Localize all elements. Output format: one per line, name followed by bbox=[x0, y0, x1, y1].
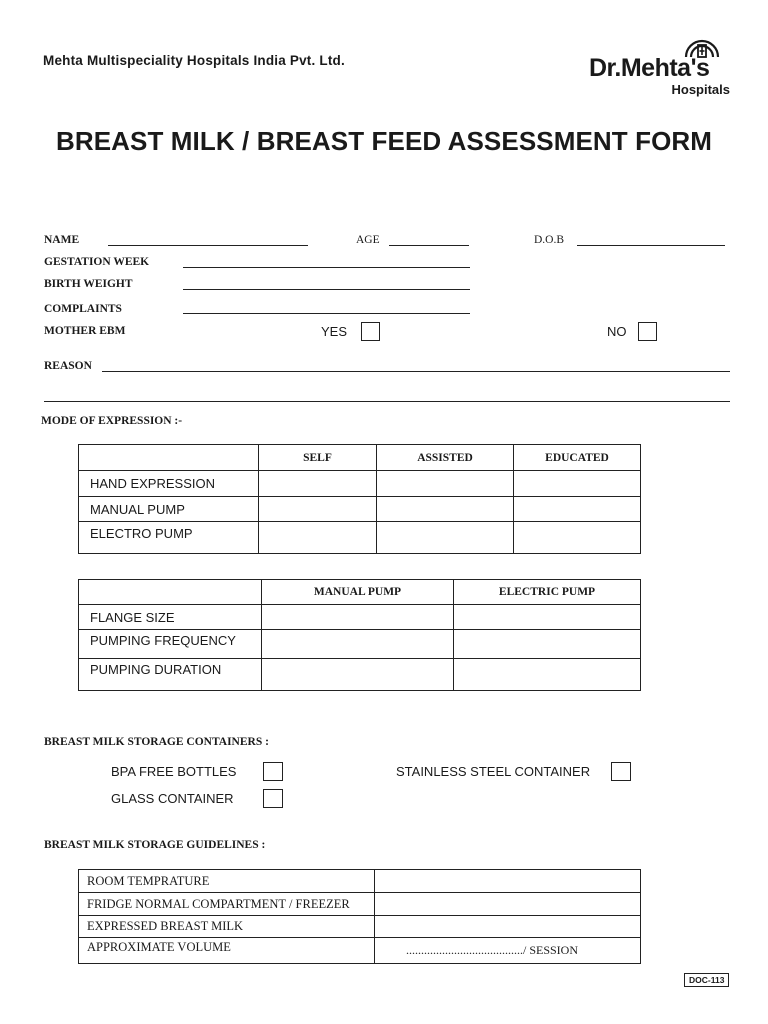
frequency-manual-cell[interactable] bbox=[262, 630, 454, 659]
stainless-steel-label: STAINLESS STEEL CONTAINER bbox=[396, 764, 591, 779]
mode-of-expression-table bbox=[78, 444, 641, 554]
row-manual-pump: MANUAL PUMP bbox=[79, 497, 259, 522]
gestation-week-field[interactable] bbox=[183, 267, 470, 268]
table-row bbox=[79, 659, 641, 691]
birth-weight-field[interactable] bbox=[183, 289, 470, 290]
col-educated: EDUCATED bbox=[514, 445, 641, 471]
complaints-label: COMPLAINTS bbox=[44, 303, 122, 315]
age-label: AGE bbox=[356, 234, 380, 246]
table-row bbox=[79, 497, 641, 522]
fridge-freezer-cell[interactable] bbox=[375, 893, 641, 916]
electro-self-cell[interactable] bbox=[259, 522, 377, 554]
duration-manual-cell[interactable] bbox=[262, 659, 454, 691]
col-electric-pump: ELECTRIC PUMP bbox=[454, 580, 641, 605]
stainless-steel-checkbox[interactable] bbox=[611, 762, 631, 781]
col-manual-pump: MANUAL PUMP bbox=[262, 580, 454, 605]
ebm-no-checkbox[interactable] bbox=[638, 322, 657, 341]
reason-field[interactable] bbox=[102, 371, 730, 372]
row-electro-pump: ELECTRO PUMP bbox=[79, 522, 259, 554]
mother-ebm-label: MOTHER EBM bbox=[44, 325, 126, 337]
manual-educated-cell[interactable] bbox=[514, 497, 641, 522]
ebm-yes-checkbox[interactable] bbox=[361, 322, 380, 341]
yes-label: YES bbox=[321, 324, 348, 339]
table-header-blank bbox=[79, 445, 259, 471]
table-row bbox=[79, 471, 641, 497]
row-flange-size: FLANGE SIZE bbox=[79, 605, 262, 630]
hand-assisted-cell[interactable] bbox=[377, 471, 514, 497]
pump-table bbox=[78, 579, 641, 691]
bpa-free-bottles-label: BPA FREE BOTTLES bbox=[111, 764, 237, 779]
doc-code: DOC-113 bbox=[684, 973, 729, 987]
table-row bbox=[79, 605, 641, 630]
no-label: NO bbox=[607, 324, 627, 339]
logo-subtitle: Hospitals bbox=[671, 82, 730, 97]
birth-weight-label: BIRTH WEIGHT bbox=[44, 278, 133, 290]
electro-educated-cell[interactable] bbox=[514, 522, 641, 554]
table-row bbox=[79, 870, 641, 893]
col-assisted: ASSISTED bbox=[377, 445, 514, 471]
age-field[interactable] bbox=[389, 245, 469, 246]
flange-manual-cell[interactable] bbox=[262, 605, 454, 630]
storage-guidelines-heading: BREAST MILK STORAGE GUIDELINES : bbox=[44, 839, 266, 851]
gestation-week-label: GESTATION WEEK bbox=[44, 256, 150, 268]
glass-container-checkbox[interactable] bbox=[263, 789, 283, 808]
manual-self-cell[interactable] bbox=[259, 497, 377, 522]
row-hand-expression: HAND EXPRESSION bbox=[79, 471, 259, 497]
table-row bbox=[79, 916, 641, 938]
dob-field[interactable] bbox=[577, 245, 725, 246]
name-label: NAME bbox=[44, 234, 80, 246]
reason-field-line-2[interactable] bbox=[44, 401, 730, 402]
dob-label: D.O.B bbox=[534, 234, 565, 246]
row-approximate-volume: APPROXIMATE VOLUME bbox=[79, 938, 375, 964]
expressed-breast-milk-cell[interactable] bbox=[375, 916, 641, 938]
row-room-temprature: ROOM TEMPRATURE bbox=[79, 870, 375, 893]
mode-of-expression-heading: MODE OF EXPRESSION :- bbox=[41, 415, 183, 427]
manual-assisted-cell[interactable] bbox=[377, 497, 514, 522]
duration-electric-cell[interactable] bbox=[454, 659, 641, 691]
table-row bbox=[79, 893, 641, 916]
table-row bbox=[79, 938, 641, 964]
row-fridge-freezer: FRIDGE NORMAL COMPARTMENT / FREEZER bbox=[79, 893, 375, 916]
hand-self-cell[interactable] bbox=[259, 471, 377, 497]
electro-assisted-cell[interactable] bbox=[377, 522, 514, 554]
flange-electric-cell[interactable] bbox=[454, 605, 641, 630]
storage-guidelines-table bbox=[78, 869, 641, 964]
name-field[interactable] bbox=[108, 245, 308, 246]
company-name: Mehta Multispeciality Hospitals India Pvt. Ltd. bbox=[43, 53, 345, 68]
pump-header-blank bbox=[79, 580, 262, 605]
col-self: SELF bbox=[259, 445, 377, 471]
row-pumping-duration: PUMPING DURATION bbox=[79, 659, 262, 691]
reason-label: REASON bbox=[44, 360, 92, 372]
hand-educated-cell[interactable] bbox=[514, 471, 641, 497]
storage-containers-heading: BREAST MILK STORAGE CONTAINERS : bbox=[44, 736, 269, 748]
complaints-field[interactable] bbox=[183, 313, 470, 314]
page-title: BREAST MILK / BREAST FEED ASSESSMENT FORM bbox=[55, 126, 713, 156]
logo-wordmark: Dr.Mehta's bbox=[589, 54, 710, 82]
room-temprature-cell[interactable] bbox=[375, 870, 641, 893]
table-row bbox=[79, 522, 641, 554]
bpa-free-bottles-checkbox[interactable] bbox=[263, 762, 283, 781]
row-expressed-breast-milk: EXPRESSED BREAST MILK bbox=[79, 916, 375, 938]
table-row bbox=[79, 630, 641, 659]
row-pumping-frequency: PUMPING FREQUENCY bbox=[79, 630, 262, 659]
glass-container-label: GLASS CONTAINER bbox=[111, 791, 234, 806]
hospital-logo bbox=[586, 36, 734, 100]
frequency-electric-cell[interactable] bbox=[454, 630, 641, 659]
approximate-volume-cell[interactable]: ......................................./ SESSION bbox=[375, 938, 641, 964]
